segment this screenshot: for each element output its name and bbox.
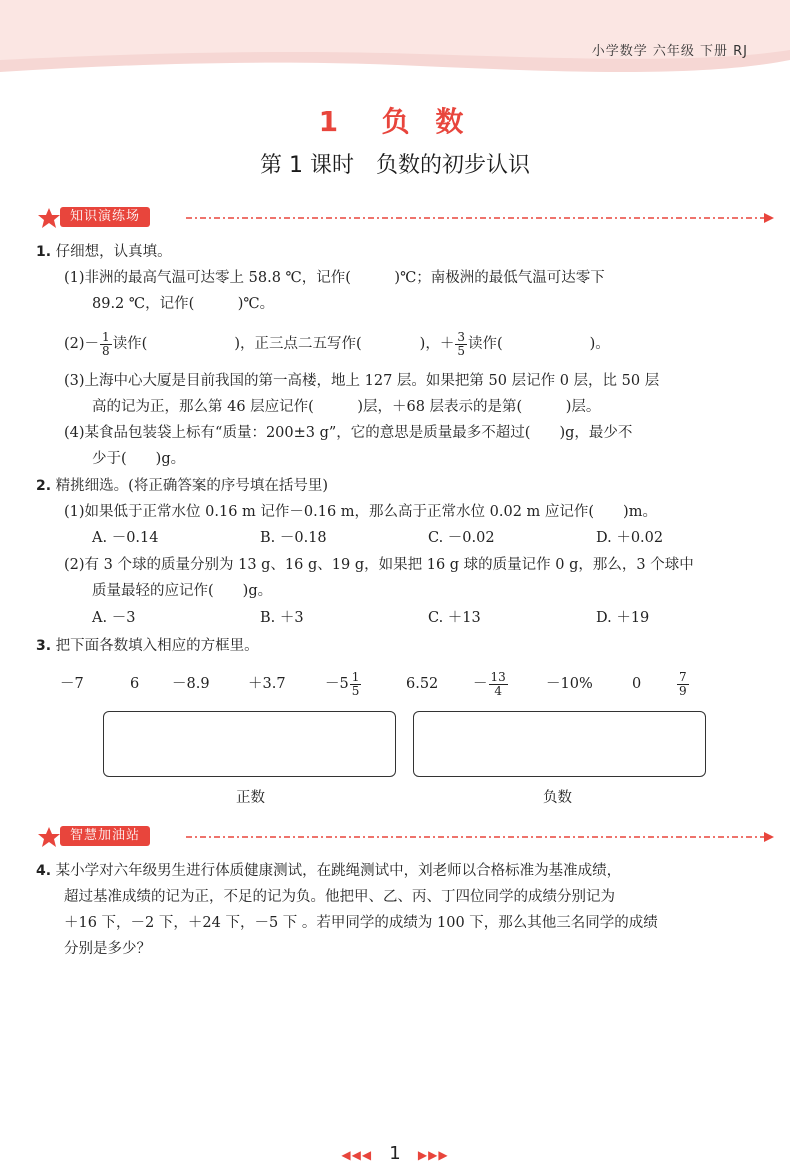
q3-num-neg8-9: －8.9 (172, 676, 210, 692)
q3-num-neg10pct: －10% (546, 676, 593, 692)
q1-p2-line (64, 330, 610, 358)
positive-box[interactable] (103, 711, 396, 777)
page-footer (0, 1143, 790, 1164)
q3-num-6: 6 (130, 676, 140, 692)
negative-box[interactable] (413, 711, 706, 777)
frac-num: 1 (351, 669, 360, 684)
q2-p2-option-b: B. ＋3 (260, 610, 304, 626)
q1-p1-line1: (1)非洲的最高气温可达零上 58.8 ℃，记作( )℃；南极洲的最低气温可达零下 (64, 270, 605, 286)
lesson-title: 第 1 课时 负数的初步认识 (260, 153, 530, 178)
q1-text: 仔细想，认真填。 (55, 244, 172, 260)
frac-den: 5 (457, 343, 465, 358)
q2-p2-option-a: A. －3 (92, 610, 136, 626)
q1-p3-line1: (3)上海中心大厦是目前我国的第一高楼，地上 127 层。如果把第 50 层记作 0 层，比 50 层 (64, 373, 660, 389)
q3-num-mixed (325, 665, 362, 703)
q3-num-6-52: 6.52 (406, 676, 439, 692)
mixed-whole: －5 (325, 676, 349, 692)
frac-den: 4 (494, 683, 502, 698)
dashed-arrow-line (186, 831, 776, 843)
q2-p2-line2: 质量最轻的应记作( )g。 (92, 583, 273, 599)
q2-p1-text: (1)如果低于正常水位 0.16 m 记作－0.16 m，那么高于正常水位 0.02 m 应记作( )m。 (64, 504, 657, 520)
q4-line1 (36, 861, 621, 881)
frac-num: 3 (457, 329, 465, 344)
dashed-arrow-line (186, 212, 776, 224)
left-arrows-icon: ◀◀◀ (341, 1148, 373, 1162)
frac-den: 8 (102, 343, 110, 358)
q1-p1-line2: 89.2 ℃，记作( )℃。 (92, 296, 275, 312)
q1-p2-c: 读作( )。 (467, 336, 610, 352)
q2-p2-option-d: D. ＋19 (596, 610, 650, 626)
fraction-7-9 (677, 671, 689, 698)
fraction-1-8 (100, 331, 112, 358)
q4-line3: ＋16 下，－2 下，＋24 下，－5 下 。若甲同学的成绩为 100 下，那么其他三名同学的成绩 (64, 915, 658, 931)
right-arrows-icon: ▶▶▶ (417, 1148, 449, 1162)
neg-sign: － (473, 676, 488, 692)
q1-p4-line2: 少于( )g。 (92, 451, 186, 467)
q2-title (36, 476, 328, 496)
q4-line2: 超过基准成绩的记为正，不足的记为负。他把甲、乙、丙、丁四位同学的成绩分别记为 (64, 889, 615, 905)
page-number: 1 (389, 1143, 401, 1164)
negative-label: 负数 (543, 790, 572, 806)
star-runner-icon (36, 826, 62, 848)
q1-title (36, 242, 172, 262)
section-tag-challenge: 智慧加油站 (60, 826, 150, 846)
fraction-1-5 (350, 671, 362, 698)
book-info: 小学数学 六年级 下册 RJ (591, 44, 748, 59)
q4-line4: 分别是多少？ (64, 941, 151, 957)
fraction-13-4 (489, 671, 508, 698)
section-bar-practice (36, 207, 756, 229)
q2-p1-option-c: C. －0.02 (428, 530, 495, 546)
q1-p4-line1: (4)某食品包装袋上标有“质量：200±3 g”，它的意思是质量最多不超过( )g，最少不 (64, 425, 633, 441)
section-tag-practice: 知识演练场 (60, 207, 150, 227)
q2-text: 精挑细选。(将正确答案的序号填在括号里) (55, 478, 328, 494)
q3-num-frac-7-9 (676, 665, 690, 703)
frac-den: 5 (351, 683, 360, 698)
chapter-number: 1 (318, 105, 347, 138)
q2-p1-option-a: A. －0.14 (92, 530, 159, 546)
frac-num: 13 (490, 669, 506, 684)
q3-title (36, 636, 259, 656)
q3-num-neg7: －7 (60, 676, 84, 692)
fraction-3-5 (455, 331, 467, 358)
q2-p1-option-b: B. －0.18 (260, 530, 327, 546)
positive-label: 正数 (236, 790, 265, 806)
chapter-name: 负 数 (381, 105, 472, 138)
q4-text-line1: 某小学对六年级男生进行体质健康测试，在跳绳测试中，刘老师以合格标准为基准成绩， (55, 863, 622, 879)
q2-number: 2. (36, 478, 52, 494)
q2-p1-option-d: D. ＋0.02 (596, 530, 664, 546)
star-runner-icon (36, 207, 62, 229)
q3-num-frac-13-4 (473, 665, 509, 703)
q4-number: 4. (36, 863, 52, 879)
q3-text: 把下面各数填入相应的方框里。 (55, 638, 259, 654)
frac-den: 9 (679, 683, 687, 698)
q1-p2-b: 读作( )，正三点二五写作( )，＋ (112, 336, 455, 352)
section-bar-challenge (36, 826, 756, 848)
q3-num-pos3-7: ＋3.7 (248, 676, 286, 692)
chapter-title (0, 100, 790, 140)
q1-p2-a: (2)－ (64, 336, 100, 352)
frac-num: 7 (679, 669, 687, 684)
q1-p3-line2: 高的记为正，那么第 46 层应记作( )层，＋68 层表示的是第( )层。 (92, 399, 601, 415)
q3-num-0: 0 (632, 676, 642, 692)
q1-number: 1. (36, 244, 52, 260)
q2-p2-line1: (2)有 3 个球的质量分别为 13 g、16 g、19 g，如果把 16 g 球的质量记作 0 g，那么，3 个球中 (64, 557, 694, 573)
frac-num: 1 (102, 329, 110, 344)
q2-p2-option-c: C. ＋13 (428, 610, 481, 626)
q3-number: 3. (36, 638, 52, 654)
